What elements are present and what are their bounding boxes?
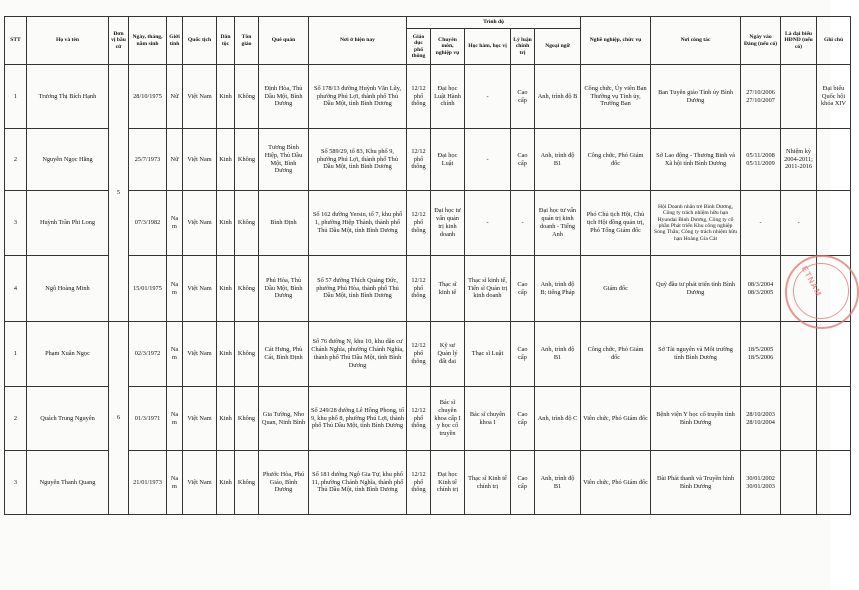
cell-ethnicity: Kinh bbox=[217, 191, 235, 256]
cell-religion: Không bbox=[235, 451, 259, 515]
cell-stt: 3 bbox=[5, 451, 27, 515]
cell-nationality: Việt Nam bbox=[183, 256, 217, 322]
cell-chuyen-mon: Đại học Kinh tế chính trị bbox=[431, 451, 465, 515]
col-ngoai-ngu: Ngoại ngữ bbox=[535, 29, 581, 65]
cell-dob: 07/3/1982 bbox=[129, 191, 167, 256]
cell-hoc-ham: Bác sĩ chuyên khoa I bbox=[465, 387, 511, 451]
table-row bbox=[5, 65, 851, 129]
cell-nationality: Việt Nam bbox=[183, 191, 217, 256]
cell-ngay-vao-dang: - bbox=[741, 191, 781, 256]
col-don-vi: Đơn vị bầu cử bbox=[109, 17, 129, 65]
cell-chuyen-mon: Đại học Luật Hành chính bbox=[431, 65, 465, 129]
cell-hometown: Gia Tường, Nho Quan, Ninh Bình bbox=[259, 387, 309, 451]
cell-gender: Nữ bbox=[167, 65, 183, 129]
cell-chuyen-mon: Bác sĩ chuyên khoa cấp I y học cổ truyền bbox=[431, 387, 465, 451]
cell-address: Số 181 đường Ngô Gia Tự, khu phố 11, phường Chánh Nghĩa, thành phố Thủ Dầu Một, tỉnh Bình Dương bbox=[309, 451, 407, 515]
cell-gender: Nam bbox=[167, 256, 183, 322]
cell-unit: 5 bbox=[109, 65, 129, 322]
table-row bbox=[5, 387, 851, 451]
cell-nationality: Việt Nam bbox=[183, 322, 217, 387]
cell-dai-bieu bbox=[781, 387, 817, 451]
col-trinh-do: Trình độ bbox=[407, 17, 581, 29]
cell-ly-luan: - bbox=[511, 191, 535, 256]
cell-hoc-ham: Thạc sĩ kinh tế, Tiến sĩ Quản trị kinh doanh bbox=[465, 256, 511, 322]
cell-stt: 1 bbox=[5, 322, 27, 387]
cell-nationality: Việt Nam bbox=[183, 65, 217, 129]
col-hoc-ham: Học hàm, học vị bbox=[465, 29, 511, 65]
cell-noi-cong-tac: Quỹ đầu tư phát triển tỉnh Bình Dương bbox=[651, 256, 741, 322]
cell-noi-cong-tac: Sở Lao động - Thương Binh và Xã hội tỉnh Bình Dương bbox=[651, 129, 741, 191]
col-que-quan: Quê quán bbox=[259, 17, 309, 65]
cell-gdpt: 12/12 phổ thông bbox=[407, 451, 431, 515]
cell-name: Ngô Hoàng Minh bbox=[27, 256, 109, 322]
cell-dai-bieu: Nhiệm kỳ 2004-2011; 2011-2016 bbox=[781, 129, 817, 191]
cell-dai-bieu bbox=[781, 451, 817, 515]
cell-ghi-chu bbox=[817, 129, 851, 191]
cell-name: Phạm Xuân Ngọc bbox=[27, 322, 109, 387]
cell-ethnicity: Kinh bbox=[217, 387, 235, 451]
candidate-table bbox=[4, 16, 851, 515]
col-gioi-tinh: Giới tính bbox=[167, 17, 183, 65]
col-stt: STT bbox=[5, 17, 27, 65]
cell-address: Số 589/29, tổ 83, Khu phố 9, phường Phú Lợi, thành phố Thủ Dầu Một, tỉnh Bình Dương bbox=[309, 129, 407, 191]
cell-ghi-chu bbox=[817, 451, 851, 515]
cell-gdpt: 12/12 phổ thông bbox=[407, 191, 431, 256]
cell-nationality: Việt Nam bbox=[183, 387, 217, 451]
cell-stt: 4 bbox=[5, 256, 27, 322]
cell-ly-luan: Cao cấp bbox=[511, 129, 535, 191]
cell-ly-luan: Cao cấp bbox=[511, 322, 535, 387]
cell-ghi-chu bbox=[817, 191, 851, 256]
cell-ethnicity: Kinh bbox=[217, 129, 235, 191]
cell-ngay-vao-dang: 28/10/2003 28/10/2004 bbox=[741, 387, 781, 451]
cell-gdpt: 12/12 phổ thông bbox=[407, 65, 431, 129]
cell-address: Số 76 đường N, khu 10, khu dân cư Chánh Nghĩa, phường Chánh Nghĩa, thành phố Thủ Dầu Một, tỉnh Bình Dương bbox=[309, 322, 407, 387]
cell-hoc-ham: Thạc sĩ Luật bbox=[465, 322, 511, 387]
official-seal-lettering: ETNAM bbox=[799, 264, 824, 299]
col-dai-bieu: Là đại biểu HĐND (nếu có) bbox=[781, 17, 817, 65]
cell-ngay-vao-dang: 27/10/2006 27/10/2007 bbox=[741, 65, 781, 129]
cell-address: Số 178/13 đường Huỳnh Văn Lũy, phường Phú Lợi, thành phố Thủ Dầu Một, tỉnh Bình Dương bbox=[309, 65, 407, 129]
cell-hoc-ham: - bbox=[465, 129, 511, 191]
cell-stt: 3 bbox=[5, 191, 27, 256]
cell-stt: 2 bbox=[5, 129, 27, 191]
cell-noi-cong-tac: Ban Tuyên giáo Tỉnh ủy Bình Dương bbox=[651, 65, 741, 129]
cell-ethnicity: Kinh bbox=[217, 451, 235, 515]
cell-religion: Không bbox=[235, 387, 259, 451]
cell-ghi-chu bbox=[817, 387, 851, 451]
cell-ngay-vao-dang: 08/3/2004 08/3/2005 bbox=[741, 256, 781, 322]
cell-dob: 28/10/1975 bbox=[129, 65, 167, 129]
cell-nghe-nghiep: Phó Chủ tịch Hội, Chủ tịch Hội đồng quản trị, Phó Tổng Giám đốc bbox=[581, 191, 651, 256]
cell-chuyen-mon: Thạc sĩ kinh tế bbox=[431, 256, 465, 322]
cell-ngoai-ngu: Anh, trình độ B1 bbox=[535, 129, 581, 191]
cell-ly-luan: Cao cấp bbox=[511, 256, 535, 322]
cell-gender: Nam bbox=[167, 451, 183, 515]
table-row bbox=[5, 322, 851, 387]
col-ton-giao: Tôn giáo bbox=[235, 17, 259, 65]
col-ngay-sinh: Ngày, tháng, năm sinh bbox=[129, 17, 167, 65]
col-nghe-nghiep: Nghề nghiệp, chức vụ bbox=[581, 17, 651, 65]
cell-hometown: Bình Định bbox=[259, 191, 309, 256]
cell-hoc-ham: - bbox=[465, 191, 511, 256]
cell-ly-luan: Cao cấp bbox=[511, 387, 535, 451]
cell-religion: Không bbox=[235, 65, 259, 129]
cell-nghe-nghiep: Công chức, Phó Giám đốc bbox=[581, 129, 651, 191]
cell-nghe-nghiep: Công chức, Phó Giám đốc bbox=[581, 322, 651, 387]
cell-name: Huỳnh Trần Phi Long bbox=[27, 191, 109, 256]
header-row-top bbox=[5, 17, 851, 29]
cell-hoc-ham: Thạc sĩ Kinh tế chính trị bbox=[465, 451, 511, 515]
cell-ghi-chu: Đại biểu Quốc hội khóa XIV bbox=[817, 65, 851, 129]
cell-dob: 15/01/1975 bbox=[129, 256, 167, 322]
cell-ghi-chu bbox=[817, 322, 851, 387]
cell-noi-cong-tac: Đài Phát thanh và Truyền hình Bình Dương bbox=[651, 451, 741, 515]
cell-nationality: Việt Nam bbox=[183, 451, 217, 515]
cell-gender: Nam bbox=[167, 322, 183, 387]
cell-name: Quách Trung Nguyên bbox=[27, 387, 109, 451]
cell-ethnicity: Kinh bbox=[217, 322, 235, 387]
cell-ly-luan: Cao cấp bbox=[511, 451, 535, 515]
cell-nationality: Việt Nam bbox=[183, 129, 217, 191]
cell-dob: 25/7/1973 bbox=[129, 129, 167, 191]
cell-religion: Không bbox=[235, 129, 259, 191]
cell-ly-luan: Cao cấp bbox=[511, 65, 535, 129]
cell-religion: Không bbox=[235, 191, 259, 256]
cell-dai-bieu bbox=[781, 65, 817, 129]
cell-dob: 01/3/1971 bbox=[129, 387, 167, 451]
cell-name: Trương Thị Bích Hạnh bbox=[27, 65, 109, 129]
cell-hometown: Phước Hòa, Phú Giáo, Bình Dương bbox=[259, 451, 309, 515]
cell-dai-bieu bbox=[781, 322, 817, 387]
cell-chuyen-mon: Đại học Luật bbox=[431, 129, 465, 191]
cell-ngay-vao-dang: 18/5/2005 18/5/2006 bbox=[741, 322, 781, 387]
cell-gender: Nam bbox=[167, 191, 183, 256]
table-row bbox=[5, 191, 851, 256]
cell-dob: 21/01/1973 bbox=[129, 451, 167, 515]
cell-noi-cong-tac: Sở Tài nguyên và Môi trường tỉnh Bình Dương bbox=[651, 322, 741, 387]
col-ngay-vao-dang: Ngày vào Đảng (nếu có) bbox=[741, 17, 781, 65]
cell-gdpt: 12/12 phổ thông bbox=[407, 322, 431, 387]
cell-gdpt: 12/12 phổ thông bbox=[407, 387, 431, 451]
cell-ethnicity: Kinh bbox=[217, 256, 235, 322]
cell-unit: 6 bbox=[109, 322, 129, 515]
cell-address: Số 249/28 đường Lê Hồng Phong, tổ 9, khu phố 8, phường Phú Lợi, thành phố Thủ Dầu Một, tỉnh Bình Dương bbox=[309, 387, 407, 451]
table-row bbox=[5, 256, 851, 322]
cell-nghe-nghiep: Công chức, Ủy viên Ban Thường vụ Tỉnh ủy, Trưởng Ban bbox=[581, 65, 651, 129]
col-gdpt: Giáo dục phổ thông bbox=[407, 29, 431, 65]
cell-dai-bieu: - bbox=[781, 191, 817, 256]
cell-stt: 2 bbox=[5, 387, 27, 451]
cell-hometown: Phú Hòa, Thủ Dầu Một, Bình Dương bbox=[259, 256, 309, 322]
cell-address: Số 57 đường Thích Quảng Đức, phường Phú Hòa, thành phố Thủ Dầu Một, tỉnh Bình Dương bbox=[309, 256, 407, 322]
cell-hometown: Tương Bình Hiệp, Thủ Dầu Một, Bình Dương bbox=[259, 129, 309, 191]
cell-name: Nguyễn Thanh Quang bbox=[27, 451, 109, 515]
official-seal bbox=[785, 255, 859, 329]
cell-chuyen-mon: Kỹ sư Quản lý đất đai bbox=[431, 322, 465, 387]
cell-gender: Nam bbox=[167, 387, 183, 451]
cell-religion: Không bbox=[235, 322, 259, 387]
cell-hoc-ham: - bbox=[465, 65, 511, 129]
col-chuyen-mon: Chuyên môn, nghiệp vụ bbox=[431, 29, 465, 65]
cell-dob: 02/3/1972 bbox=[129, 322, 167, 387]
col-dan-toc: Dân tộc bbox=[217, 17, 235, 65]
cell-nghe-nghiep: Giám đốc bbox=[581, 256, 651, 322]
cell-stt: 1 bbox=[5, 65, 27, 129]
cell-ngay-vao-dang: 30/01/2002 30/01/2003 bbox=[741, 451, 781, 515]
cell-noi-cong-tac: Hội Doanh nhân trẻ Bình Dương, Công ty trách nhiệm hữu hạn Hyundai Bình Dương, Công ty cổ phần Phát triển Khu công nghiệp Sóng Thần; Công ty trách nhiệm hữu hạn Hoàng Gia Cát bbox=[651, 191, 741, 256]
col-quoc-tich: Quốc tịch bbox=[183, 17, 217, 65]
cell-ngoai-ngu: Đại học tư vấn quản trị kinh doanh - Tiếng Anh bbox=[535, 191, 581, 256]
col-noi-o: Nơi ở hiện nay bbox=[309, 17, 407, 65]
col-ghi-chu: Ghi chú bbox=[817, 17, 851, 65]
cell-ngay-vao-dang: 05/11/2008 05/11/2009 bbox=[741, 129, 781, 191]
cell-ethnicity: Kinh bbox=[217, 65, 235, 129]
cell-religion: Không bbox=[235, 256, 259, 322]
col-ho-ten: Họ và tên bbox=[27, 17, 109, 65]
col-noi-cong-tac: Nơi công tác bbox=[651, 17, 741, 65]
cell-address: Số 162 đường Yersin, tổ 7, khu phố 1, phường Hiệp Thành, thành phố Thủ Dầu Một, tỉnh Bình Dương bbox=[309, 191, 407, 256]
cell-nghe-nghiep: Viên chức, Phó Giám đốc bbox=[581, 387, 651, 451]
cell-ngoai-ngu: Anh, trình độ B1 bbox=[535, 451, 581, 515]
cell-ngoai-ngu: Anh, trình độ B bbox=[535, 65, 581, 129]
cell-hometown: Định Hòa, Thủ Dầu Một, Bình Dương bbox=[259, 65, 309, 129]
col-ly-luan: Lý luận chính trị bbox=[511, 29, 535, 65]
cell-ngoai-ngu: Anh, trình độ B; tiếng Pháp bbox=[535, 256, 581, 322]
cell-gdpt: 12/12 phổ thông bbox=[407, 129, 431, 191]
cell-name: Nguyễn Ngọc Hằng bbox=[27, 129, 109, 191]
cell-chuyen-mon: Đại học tư vấn quản trị kinh doanh bbox=[431, 191, 465, 256]
cell-ngoai-ngu: Anh, trình độ C bbox=[535, 387, 581, 451]
cell-noi-cong-tac: Bệnh viện Y học cổ truyền tỉnh Bình Dương bbox=[651, 387, 741, 451]
cell-nghe-nghiep: Viên chức, Phó Giám đốc bbox=[581, 451, 651, 515]
cell-gdpt: 12/12 phổ thông bbox=[407, 256, 431, 322]
cell-ngoai-ngu: Anh, trình độ B1 bbox=[535, 322, 581, 387]
table-row bbox=[5, 451, 851, 515]
cell-gender: Nữ bbox=[167, 129, 183, 191]
table-row bbox=[5, 129, 851, 191]
cell-hometown: Cát Hưng, Phù Cát, Bình Định bbox=[259, 322, 309, 387]
